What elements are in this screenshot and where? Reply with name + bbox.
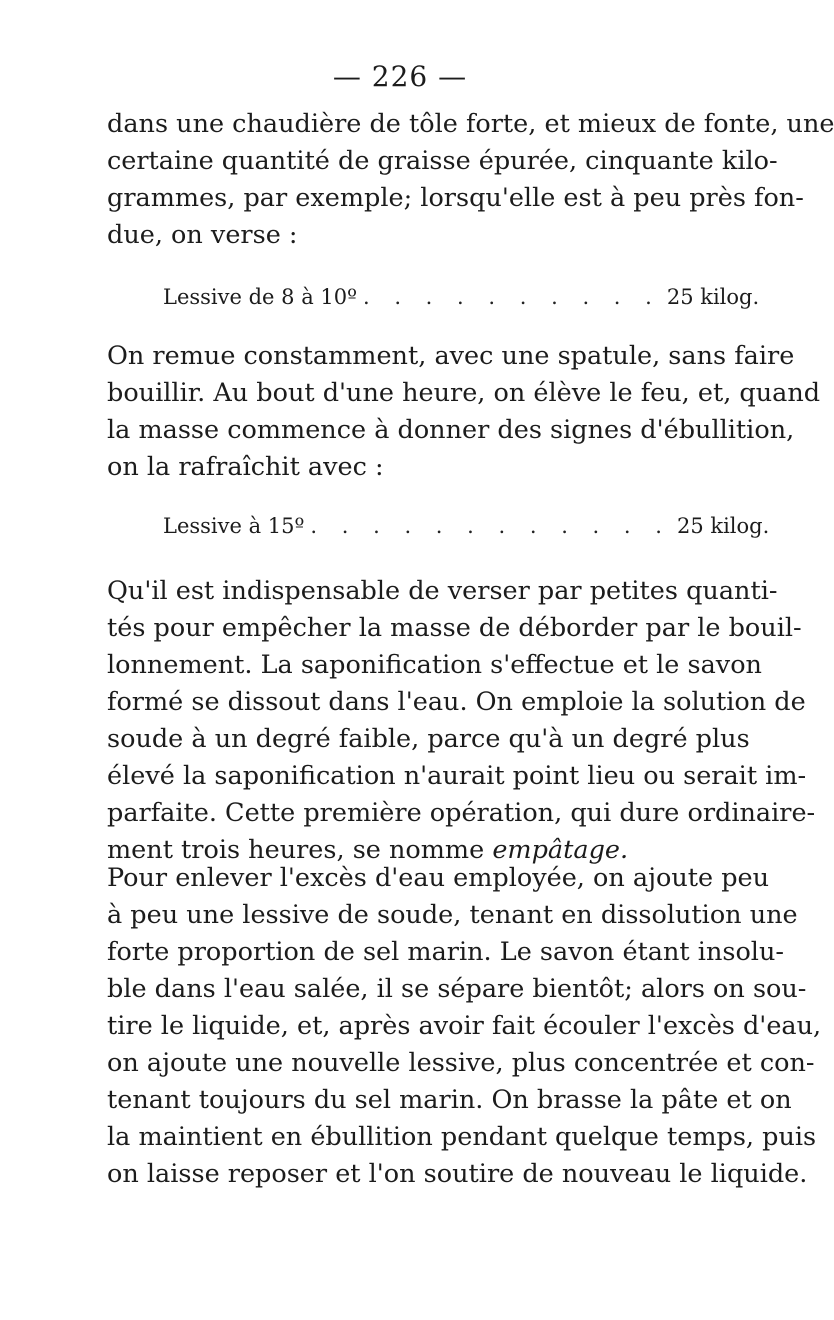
dot-leader: . . . . . . . . . .	[362, 285, 661, 309]
text-line: bouillir. Au bout d'une heure, on élève le feu, et, quand	[107, 378, 821, 408]
text-line: à peu une lessive de soude, tenant en dissolution une	[107, 900, 798, 930]
text-line: forte proportion de sel marin. Le savon étant insolu-	[107, 937, 784, 967]
ingredient-label: Lessive à 15º	[163, 514, 305, 538]
text-line: la maintient en ébullition pendant quelque temps, puis	[107, 1122, 817, 1152]
text-line: élevé la saponification n'aurait point lieu ou serait im-	[107, 761, 807, 791]
italic-term: empâtage.	[492, 835, 629, 865]
text-line: on la rafraîchit avec :	[107, 452, 384, 482]
ingredient-label: Lessive de 8 à 10º	[163, 285, 357, 309]
text-line: tire le liquide, et, après avoir fait écouler l'excès d'eau,	[107, 1011, 822, 1041]
text-line: dans une chaudière de tôle forte, et mieux de fonte, une	[107, 109, 834, 139]
text-line: due, on verse :	[107, 220, 298, 250]
ingredient-quantity: 25 kilog.	[676, 514, 770, 538]
text-line: On remue constamment, avec une spatule, sans faire	[107, 341, 795, 371]
ingredient-quantity: 25 kilog.	[666, 285, 760, 309]
paragraph-3	[107, 573, 816, 869]
ingredient-row-2	[163, 511, 770, 541]
text-line: formé se dissout dans l'eau. On emploie la solution de	[107, 687, 806, 717]
text-line: Qu'il est indispensable de verser par petites quanti-	[107, 576, 778, 606]
text-line: certaine quantité de graisse épurée, cinquante kilo-	[107, 146, 778, 176]
text-line: la masse commence à donner des signes d'ébullition,	[107, 415, 795, 445]
text-line: Pour enlever l'excès d'eau employée, on ajoute peu	[107, 863, 770, 893]
text-line: tés pour empêcher la masse de déborder par le bouil-	[107, 613, 802, 643]
text-line: lonnement. La saponification s'effectue et le savon	[107, 650, 762, 680]
text-line: grammes, par exemple; lorsqu'elle est à peu près fon-	[107, 183, 804, 213]
ingredient-row-1	[163, 282, 760, 312]
text-line: parfaite. Cette première opération, qui dure ordinaire-	[107, 798, 816, 828]
dot-leader: . . . . . . . . . . . .	[310, 514, 671, 538]
paragraph-2	[107, 338, 821, 486]
text-line: on ajoute une nouvelle lessive, plus concentrée et con-	[107, 1048, 815, 1078]
text-line: tenant toujours du sel marin. On brasse la pâte et on	[107, 1085, 792, 1115]
paragraph-1	[107, 106, 834, 254]
page-number: — 226 —	[332, 60, 468, 93]
text-fragment: ment trois heures, se nomme	[107, 835, 485, 865]
text-line: on laisse reposer et l'on soutire de nouveau le liquide.	[107, 1159, 808, 1189]
paragraph-4	[107, 860, 822, 1193]
text-line: soude à un degré faible, parce qu'à un degré plus	[107, 724, 750, 754]
text-line: ble dans l'eau salée, il se sépare bientôt; alors on sou-	[107, 974, 807, 1004]
